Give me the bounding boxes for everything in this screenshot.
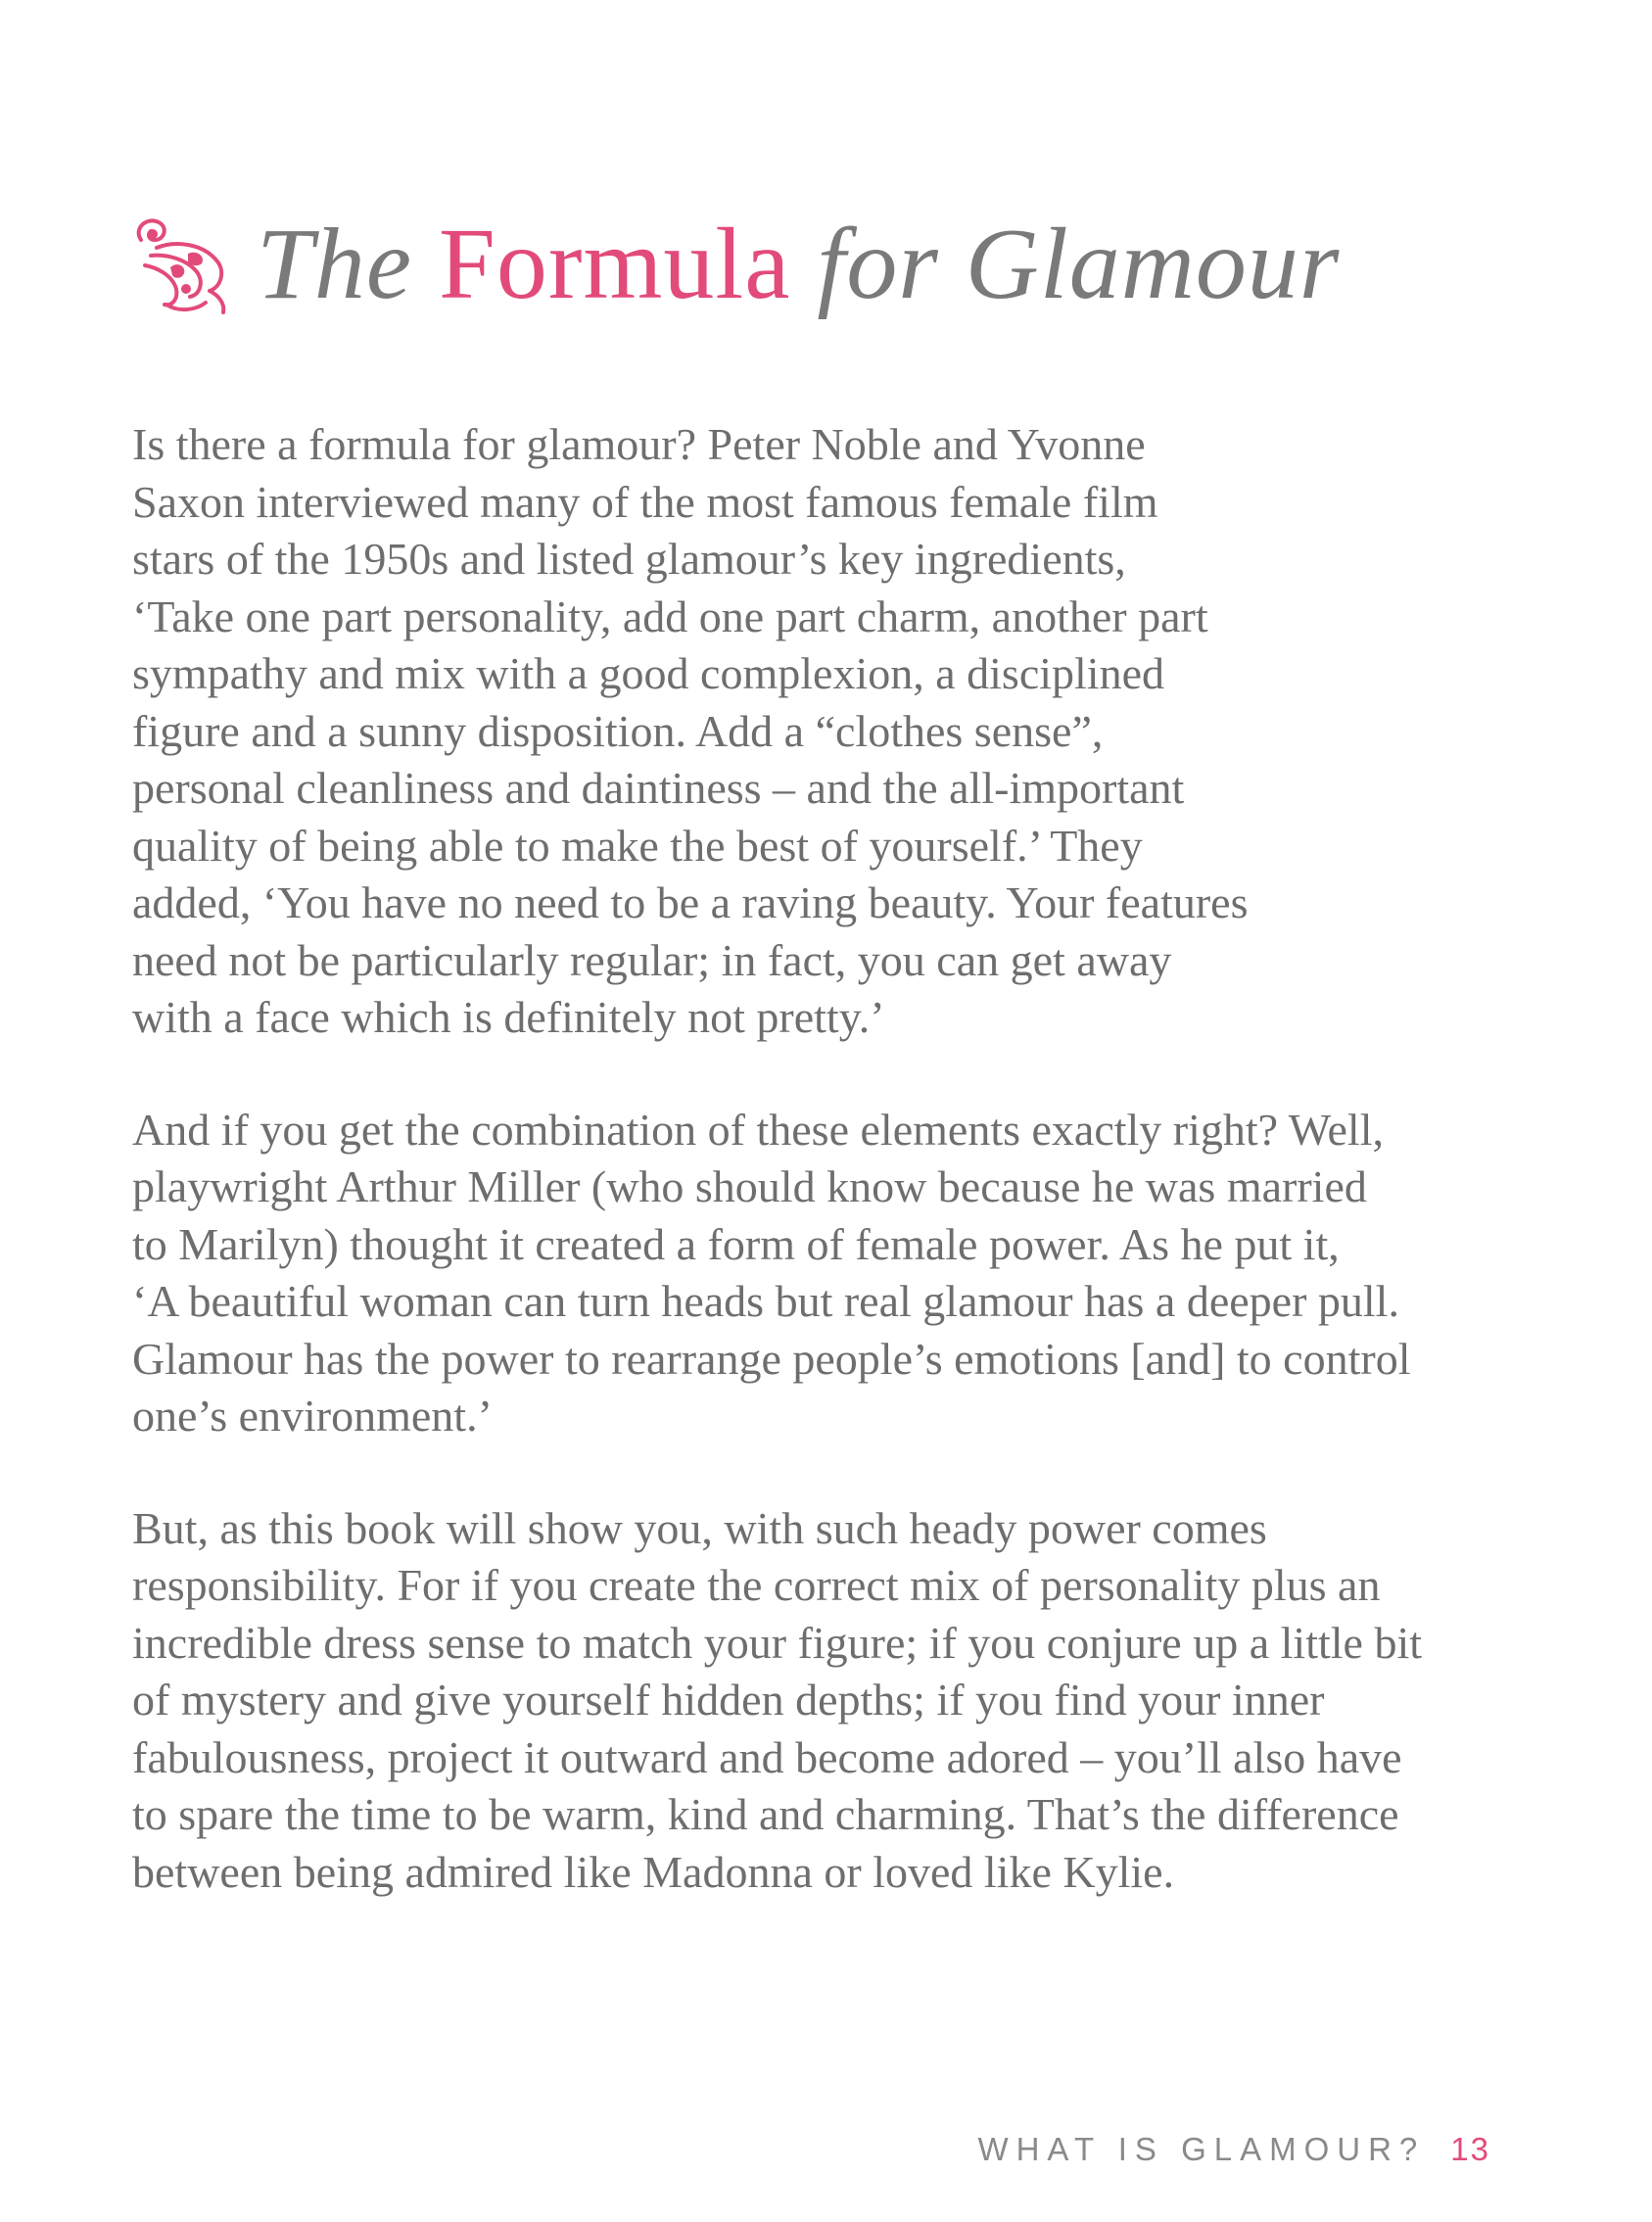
paragraph-line: ‘Take one part personality, add one part charm, another part: [132, 591, 1208, 641]
chapter-heading: [127, 201, 1557, 328]
paragraph-line: fabulousness, project it outward and become adored – you’ll also have: [132, 1731, 1402, 1782]
paragraph-line: incredible dress sense to match your figure; if you conjure up a little bit: [132, 1617, 1423, 1668]
paragraph-line: to Marilyn) thought it created a form of female power. As he put it,: [132, 1218, 1340, 1269]
paragraph-line: And if you get the combination of these elements exactly right? Well,: [132, 1104, 1384, 1155]
paragraph-1: [132, 416, 1533, 1047]
chapter-title: [257, 208, 1341, 320]
paragraph-line: quality of being able to make the best of yourself.’ They: [132, 820, 1143, 871]
paragraph-line: responsibility. For if you create the correct mix of personality plus an: [132, 1560, 1381, 1610]
body-text: [132, 416, 1533, 1956]
paragraph-line: stars of the 1950s and listed glamour’s key ingredients,: [132, 534, 1126, 584]
page-footer: [977, 2130, 1490, 2169]
paragraph-line: playwright Arthur Miller (who should know because he was married: [132, 1161, 1367, 1211]
paragraph-line: figure and a sunny disposition. Add a “clothes sense”,: [132, 705, 1104, 756]
running-section-title: WHAT IS GLAMOUR?: [977, 2131, 1426, 2167]
paragraph-line: ‘A beautiful woman can turn heads but real glamour has a deeper pull.: [132, 1276, 1399, 1326]
page-number: 13: [1450, 2131, 1490, 2167]
paragraph-line: sympathy and mix with a good complexion, a disciplined: [132, 648, 1165, 698]
paragraph-2: [132, 1102, 1533, 1445]
paragraph-line: Is there a formula for glamour? Peter Noble and Yvonne: [132, 419, 1146, 469]
title-word-glamour: Glamour: [965, 208, 1341, 320]
paragraph-line: to spare the time to be warm, kind and charming. That’s the difference: [132, 1789, 1399, 1839]
paragraph-line: added, ‘You have no need to be a raving beauty. Your features: [132, 877, 1249, 927]
paragraph-line: between being admired like Madonna or loved like Kylie.: [132, 1846, 1175, 1897]
pink-flourish-icon: [127, 211, 237, 318]
paragraph-line: Saxon interviewed many of the most famous female film: [132, 476, 1158, 527]
title-word-the: The: [257, 208, 412, 320]
paragraph-line: But, as this book will show you, with such heady power comes: [132, 1502, 1267, 1553]
paragraph-line: Glamour has the power to rearrange people’s emotions [and] to control: [132, 1333, 1411, 1384]
paragraph-line: with a face which is definitely not pretty.’: [132, 992, 885, 1042]
paragraph-line: personal cleanliness and daintiness – and the all-important: [132, 763, 1185, 813]
title-word-formula: Formula: [439, 208, 791, 320]
paragraph-line: of mystery and give yourself hidden depths; if you find your inner: [132, 1675, 1325, 1725]
paragraph-line: one’s environment.’: [132, 1391, 493, 1441]
title-word-for: for: [817, 208, 939, 320]
paragraph-3: [132, 1500, 1533, 1902]
paragraph-line: need not be particularly regular; in fact, you can get away: [132, 934, 1172, 985]
